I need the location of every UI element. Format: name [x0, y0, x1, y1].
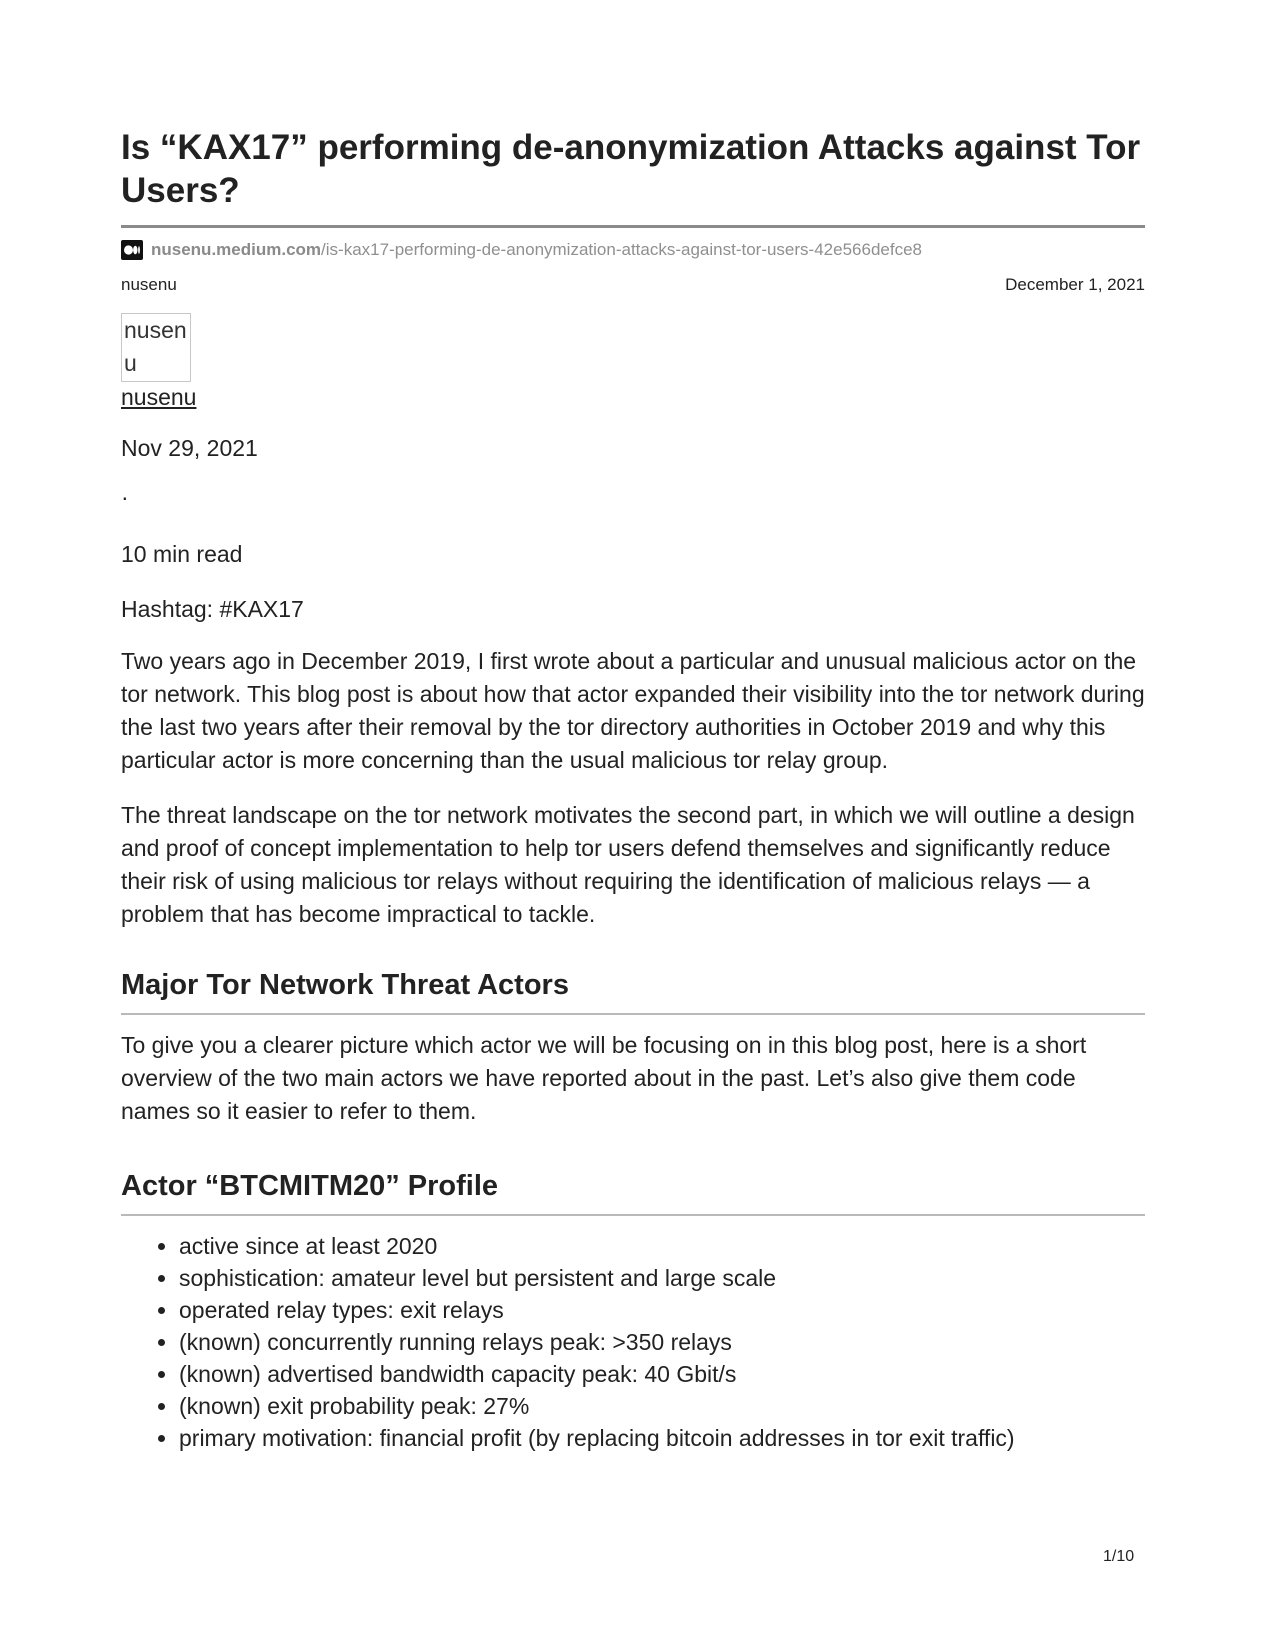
- byline-date: December 1, 2021: [1005, 275, 1145, 294]
- actor-profile-list: [121, 1230, 1145, 1454]
- post-date: Nov 29, 2021: [121, 435, 258, 461]
- list-item: • operated relay types: exit relays: [179, 1294, 1145, 1326]
- list-item: • sophistication: amateur level but persistent and large scale: [179, 1262, 1145, 1294]
- list-item: • (known) concurrently running relays peak: >350 relays: [179, 1326, 1145, 1358]
- list-item: • (known) exit probability peak: 27%: [179, 1390, 1145, 1422]
- source-path: /is-kax17-performing-de-anonymization-attacks-against-tor-users-42e566defce8: [321, 240, 922, 259]
- byline-author: nusenu: [121, 275, 177, 294]
- medium-logo-icon: [121, 240, 143, 260]
- intro-paragraph-1: Two years ago in December 2019, I first wrote about a particular and unusual malicious actor on the tor network. This blog post is about how that actor expanded their visibility into the tor network during the last two years after their removal by the tor directory authorities in October 2019 and why this particular actor is more concerning than the usual malicious tor relay group.: [121, 648, 1145, 773]
- article: [121, 126, 1145, 1454]
- section-heading-threat-actors: Major Tor Network Threat Actors: [121, 969, 569, 1001]
- intro-paragraph-2: The threat landscape on the tor network motivates the second part, in which we will outline a design and proof of concept implementation to help tor users defend themselves and significantly reduce their risk of using malicious tor relays without requiring the identification of malicious relays — a problem that has become impractical to tackle.: [121, 802, 1135, 927]
- list-item: • primary motivation: financial profit (by replacing bitcoin addresses in tor exit traffic): [179, 1422, 1145, 1454]
- list-item: • active since at least 2020: [179, 1230, 1145, 1262]
- source-url[interactable]: [121, 239, 1145, 261]
- list-item: • (known) advertised bandwidth capacity peak: 40 Gbit/s: [179, 1358, 1145, 1390]
- page-number: 1/10: [1103, 1548, 1135, 1565]
- title-divider: [121, 225, 1145, 228]
- author-link[interactable]: nusenu: [121, 384, 197, 410]
- section-heading-actor-profile: Actor “BTCMITM20” Profile: [121, 1170, 499, 1202]
- article-title: Is “KAX17” performing de-anonymization Attacks against Tor Users?: [121, 128, 1141, 210]
- read-time: 10 min read: [121, 541, 243, 567]
- source-domain: nusenu.medium.com: [151, 240, 322, 259]
- avatar[interactable]: [121, 313, 191, 382]
- byline: [121, 275, 1145, 295]
- meta-separator: ·: [121, 484, 129, 510]
- hashtag: Hashtag: #KAX17: [121, 596, 304, 622]
- section-paragraph: To give you a clearer picture which actor we will be focusing on in this blog post, here is a short overview of the two main actors we have reported about in the past. Let’s also give them code names so it easier to refer to them.: [121, 1032, 1087, 1124]
- section-divider: [121, 1013, 1145, 1015]
- section-divider: [121, 1214, 1145, 1216]
- avatar-alt-text: nusenu: [124, 317, 187, 376]
